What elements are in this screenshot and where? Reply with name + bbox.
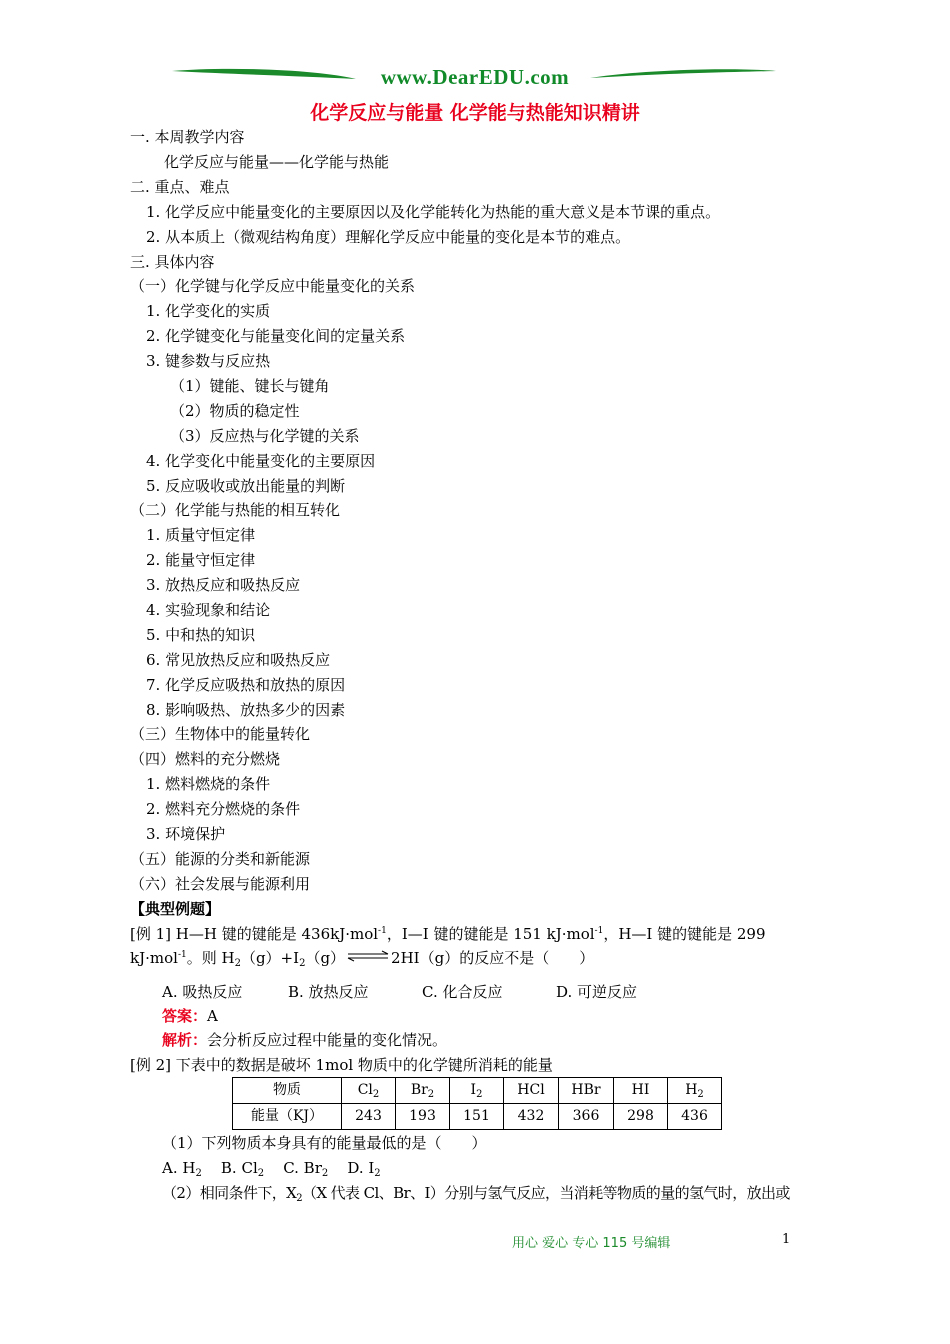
list-item: 2. 燃料充分燃烧的条件 xyxy=(146,800,301,818)
examples-heading: 【典型例题】 xyxy=(130,900,221,918)
option-d: D. $I_2$ xyxy=(347,1159,381,1179)
table-cell: HCl xyxy=(504,1078,559,1104)
table-cell: 物质 xyxy=(233,1078,342,1104)
section-1-text: 化学反应与能量——化学能与热能 xyxy=(164,153,390,171)
list-item: 4. 实验现象和结论 xyxy=(146,601,271,619)
table-cell: HI xyxy=(614,1078,668,1104)
part-3-heading: （三）生物体中的能量转化 xyxy=(130,725,311,743)
part-5-heading: （五）能源的分类和新能源 xyxy=(130,850,311,868)
table-cell: 298 xyxy=(614,1104,668,1130)
page-title: 化学反应与能量 化学能与热能知识精讲 xyxy=(310,102,640,124)
table-cell: $H_2$ xyxy=(668,1078,722,1104)
section-1-heading: 一. 本周教学内容 xyxy=(130,128,245,146)
list-item: 3. 环境保护 xyxy=(146,825,226,843)
example-1-analysis: 解析：会分析反应过程中能量的变化情况。 xyxy=(162,1031,448,1049)
list-item: 1. 化学反应中能量变化的主要原因以及化学能转化为热能的重大意义是本节课的重点。 xyxy=(146,203,721,221)
sub-list-item: （1）键能、键长与键角 xyxy=(170,377,330,395)
list-item: 2. 能量守恒定律 xyxy=(146,551,256,569)
table-cell: 193 xyxy=(396,1104,450,1130)
section-2-heading: 二. 重点、难点 xyxy=(130,178,230,196)
list-item: 6. 常见放热反应和吸热反应 xyxy=(146,651,331,669)
option-d: D. 可逆反应 xyxy=(556,983,638,1001)
site-logo-text[interactable]: www.DearEDU.com xyxy=(380,65,570,89)
list-item: 8. 影响吸热、放热多少的因素 xyxy=(146,701,346,719)
option-c: C. 化合反应 xyxy=(422,983,503,1001)
part-2-heading: （二）化学能与热能的相互转化 xyxy=(130,501,341,519)
table-cell: 能量（KJ） xyxy=(233,1104,342,1130)
example-2-q1-options xyxy=(162,1158,381,1178)
list-item: 7. 化学反应吸热和放热的原因 xyxy=(146,676,346,694)
option-b: B. 放热反应 xyxy=(288,983,369,1001)
table-cell: 432 xyxy=(504,1104,559,1130)
option-a: A. $H_2$ xyxy=(162,1159,202,1179)
option-b: B. $Cl_2$ xyxy=(220,1159,265,1179)
list-item: 1. 燃料燃烧的条件 xyxy=(146,775,271,793)
table-cell: 151 xyxy=(450,1104,504,1130)
list-item: 1. 质量守恒定律 xyxy=(146,526,256,544)
page-number: 1 xyxy=(782,1232,791,1247)
section-3-heading: 三. 具体内容 xyxy=(130,253,215,271)
table-cell: $Br_2$ xyxy=(396,1078,450,1104)
list-item: 2. 从本质上（微观结构角度）理解化学反应中能量的变化是本节的难点。 xyxy=(146,228,631,246)
list-item: 3. 键参数与反应热 xyxy=(146,352,271,370)
bond-energy-table xyxy=(232,1077,722,1130)
table-cell: 243 xyxy=(342,1104,396,1130)
example-1-line-2: kJ·mol$^{-1}$。则 $H_2(g)+I_2(g)$ 2HI（g）的反应不是（ ） xyxy=(130,949,595,969)
example-2-question-1: （1）下列物质本身具有的能量最低的是（ ） xyxy=(162,1134,487,1152)
table-cell: $Cl_2$ xyxy=(342,1078,396,1104)
example-2-intro: [例 2] 下表中的数据是破坏 1mol 物质中的化学键所消耗的能量 xyxy=(130,1056,553,1074)
list-item: 5. 反应吸收或放出能量的判断 xyxy=(146,477,346,495)
sub-list-item: （2）物质的稳定性 xyxy=(170,402,300,420)
table-row xyxy=(233,1104,722,1130)
footer-text: 用心 爱心 专心 115 号编辑 xyxy=(512,1236,671,1251)
example-1-answer: 答案：A xyxy=(162,1007,218,1025)
part-1-heading: （一）化学键与化学反应中能量变化的关系 xyxy=(130,277,416,295)
list-item: 4. 化学变化中能量变化的主要原因 xyxy=(146,452,376,470)
table-cell: HBr xyxy=(559,1078,614,1104)
sub-list-item: （3）反应热与化学键的关系 xyxy=(170,427,360,445)
option-a: A. 吸热反应 xyxy=(162,983,243,1001)
equilibrium-arrow-icon xyxy=(346,950,390,962)
example-2-question-2: （2）相同条件下，$X_2(X$ 代表 Cl、Br、I）分别与氢气反应，当消耗等物质的量的氢气时，放出或 xyxy=(162,1184,790,1204)
list-item: 3. 放热反应和吸热反应 xyxy=(146,576,301,594)
list-item: 1. 化学变化的实质 xyxy=(146,302,271,320)
part-6-heading: （六）社会发展与能源利用 xyxy=(130,875,311,893)
table-cell: 366 xyxy=(559,1104,614,1130)
table-row xyxy=(233,1078,722,1104)
option-c: C. $Br_2$ xyxy=(283,1159,329,1179)
example-1-line-1: [例 1] H—H 键的键能是 436kJ·mol$^{-1}$，I—I 键的键能是 151 kJ·mol$^{-1}$，H—I 键的键能是 299 xyxy=(130,925,766,943)
list-item: 5. 中和热的知识 xyxy=(146,626,256,644)
list-item: 2. 化学键变化与能量变化间的定量关系 xyxy=(146,327,406,345)
part-4-heading: （四）燃料的充分燃烧 xyxy=(130,750,281,768)
table-cell: 436 xyxy=(668,1104,722,1130)
table-cell: $I_2$ xyxy=(450,1078,504,1104)
